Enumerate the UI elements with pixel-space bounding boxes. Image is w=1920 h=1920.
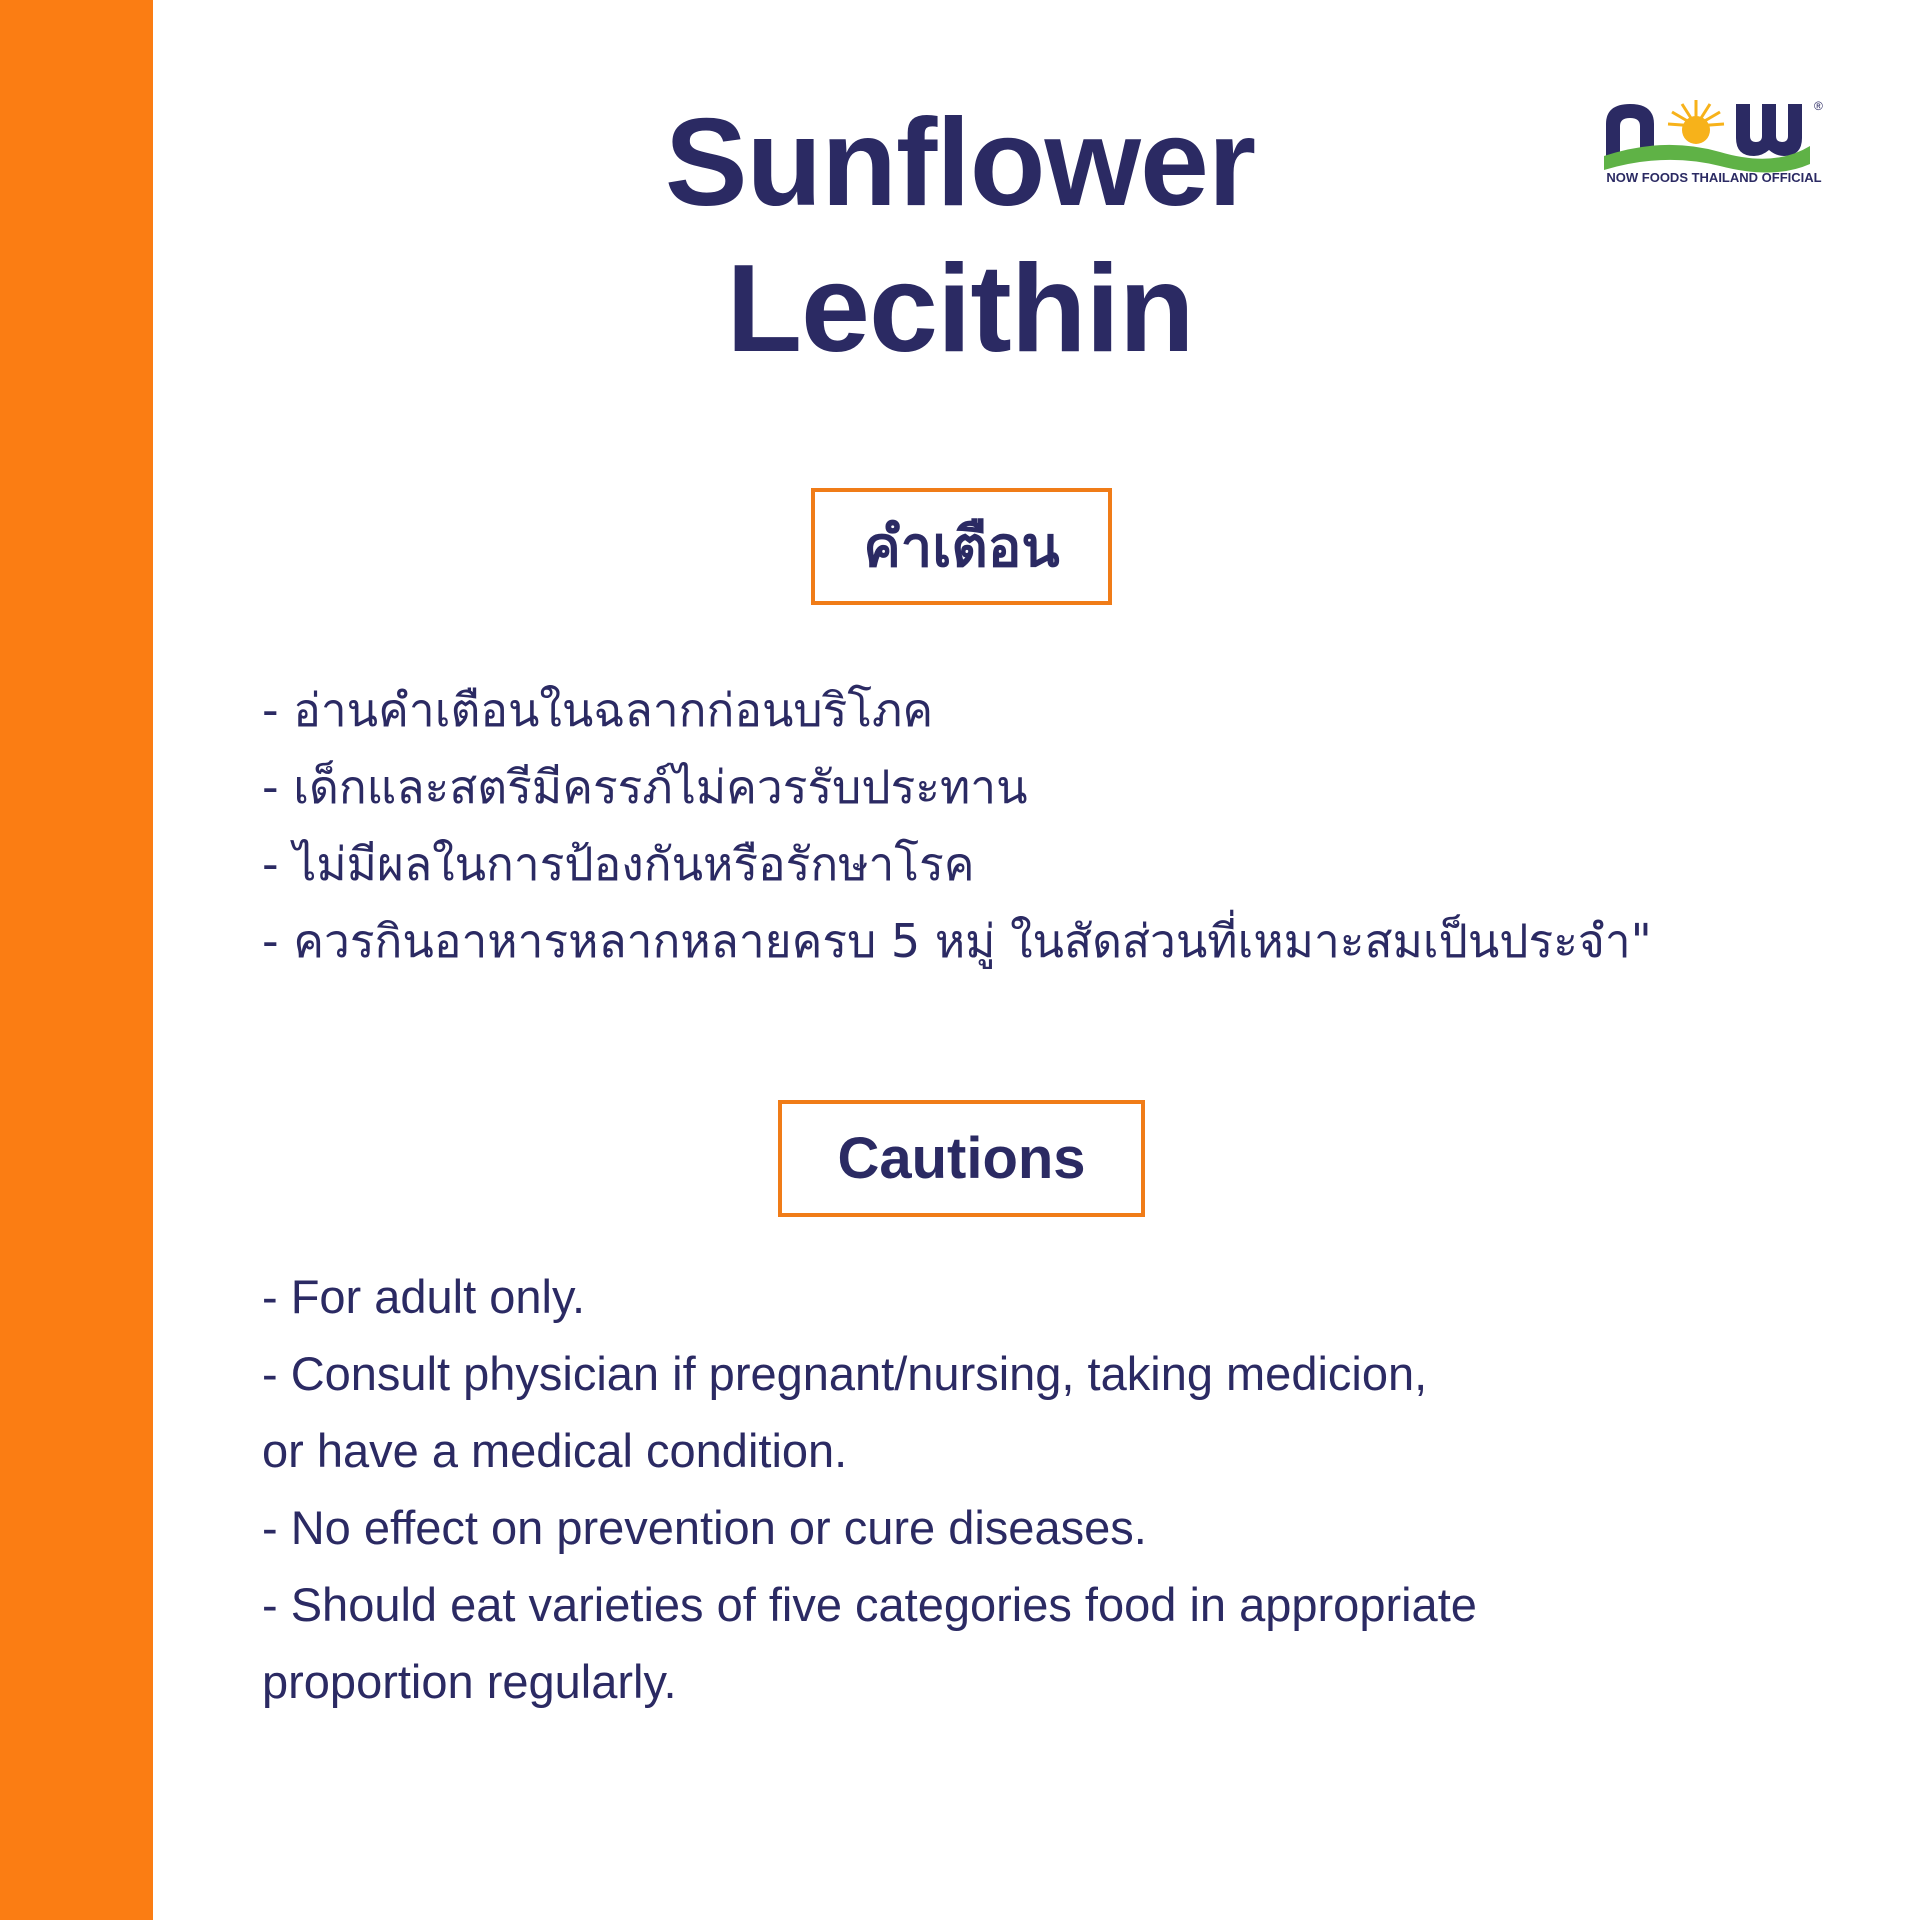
list-item: - ไม่มีผลในการป้องกันหรือรักษาโรค bbox=[262, 837, 975, 891]
list-item: - Should eat varieties of five categories food in appropriate bbox=[262, 1578, 1477, 1631]
title-line-1: Sunflower bbox=[664, 94, 1256, 232]
list-item: - No effect on prevention or cure diseases. bbox=[262, 1501, 1147, 1554]
list-item: or have a medical condition. bbox=[262, 1424, 848, 1477]
list-item: - อ่านคำเตือนในฉลากก่อนบริโภค bbox=[262, 683, 934, 737]
orange-side-bar bbox=[0, 0, 153, 1920]
thai-heading-box bbox=[811, 488, 1112, 605]
list-item: proportion regularly. bbox=[262, 1655, 677, 1708]
list-item: - For adult only. bbox=[262, 1270, 586, 1323]
english-heading: Cautions bbox=[837, 1126, 1086, 1191]
list-item: - เด็กและสตรีมีครรภ์ไม่ควรรับประทาน bbox=[262, 760, 1028, 814]
list-item: - Consult physician if pregnant/nursing, taking medicion, bbox=[262, 1347, 1428, 1400]
english-heading-box bbox=[778, 1100, 1145, 1217]
list-item: - ควรกินอาหารหลากหลายครบ 5 หมู่ ในสัดส่วนที่เหมาะสมเป็นประจำ" bbox=[262, 914, 1652, 968]
page-title bbox=[560, 90, 1360, 382]
title-line-2: Lecithin bbox=[726, 240, 1194, 378]
svg-text:®: ® bbox=[1814, 99, 1823, 113]
english-caution-list bbox=[262, 1258, 1477, 1720]
thai-caution-list bbox=[262, 672, 1652, 980]
logo-caption: NOW FOODS THAILAND OFFICIAL bbox=[1606, 170, 1822, 185]
thai-heading: คำเตือน bbox=[863, 515, 1060, 580]
